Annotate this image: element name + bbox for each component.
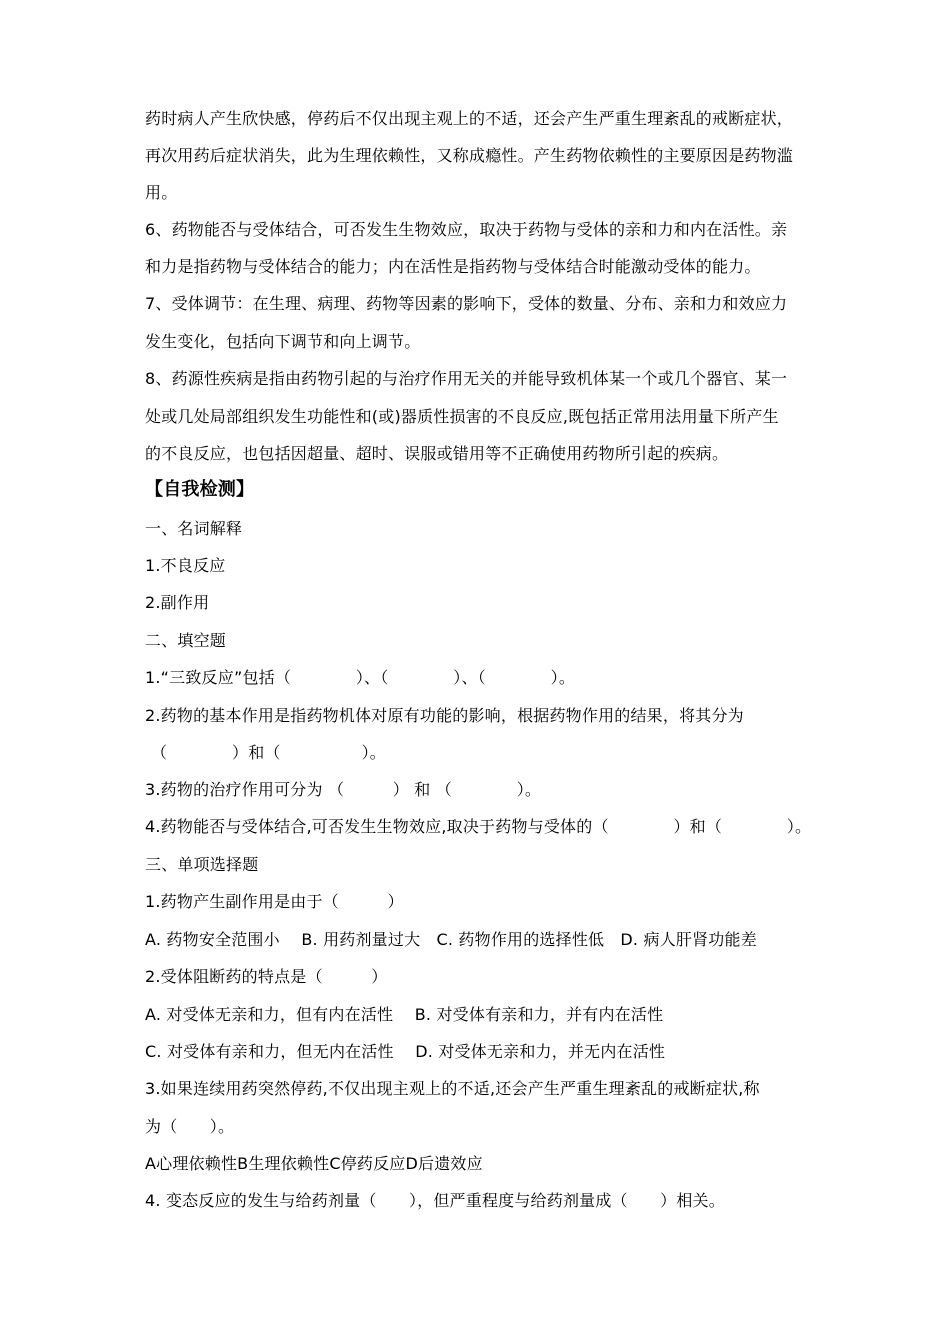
answer-options: A心理依赖性B生理依赖性C停药反应D后遗效应 — [145, 1154, 483, 1173]
question-item: 1.“三致反应”包括（ ）、（ ）、（ ）。 — [145, 668, 576, 687]
question-item: 1.不良反应 — [145, 556, 226, 575]
paragraph-line: 和力是指药物与受体结合的能力；内在活性是指药物与受体结合时能激动受体的能力。 — [145, 257, 761, 276]
paragraph-line: 8、药源性疾病是指由药物引起的与治疗作用无关的并能导致机体某一个或几个器官、某一 — [145, 369, 788, 388]
paragraph-line: 药时病人产生欣快感，停药后不仅出现主观上的不适，还会产生严重生理紊乱的戒断症状， — [145, 109, 794, 128]
paragraph-line: 再次用药后症状消失，此为生理依赖性，又称成瘾性。产生药物依赖性的主要原因是药物滥 — [145, 146, 794, 165]
section-title: 一、名词解释 — [145, 519, 243, 538]
paragraph-line: 的不良反应，也包括因超量、超时、误服或错用等不正确使用药物所引起的疾病。 — [145, 444, 729, 463]
question-item: 2.药物的基本作用是指药物机体对原有功能的影响，根据药物作用的结果，将其分为 — [145, 706, 744, 725]
answer-options: C. 对受体有亲和力，但无内在活性 D. 对受体无亲和力，并无内在活性 — [145, 1042, 666, 1061]
paragraph-line: 6、药物能否与受体结合，可否发生生物效应，取决于药物与受体的亲和力和内在活性。亲 — [145, 220, 788, 239]
question-item: 2.受体阻断药的特点是（ ） — [145, 967, 388, 986]
paragraph-line: 发生变化，包括向下调节和向上调节。 — [145, 332, 421, 351]
question-item: 2.副作用 — [145, 593, 210, 612]
question-item: 3.如果连续用药突然停药,不仅出现主观上的不适,还会产生严重生理紊乱的戒断症状,称 — [145, 1079, 760, 1098]
question-item: 4. 变态反应的发生与给药剂量（ ），但严重程度与给药剂量成（ ）相关。 — [145, 1191, 725, 1210]
paragraph-line: 7、受体调节：在生理、病理、药物等因素的影响下，受体的数量、分布、亲和力和效应力 — [145, 294, 788, 313]
answer-options: A. 对受体无亲和力，但有内在活性 B. 对受体有亲和力，并有内在活性 — [145, 1005, 664, 1024]
answer-options: A. 药物安全范围小 B. 用药剂量过大 C. 药物作用的选择性低 D. 病人肝肾功能差 — [145, 930, 757, 949]
question-item: （ ）和（ ）。 — [151, 743, 387, 762]
question-item: 3.药物的治疗作用可分为 （ ） 和 （ ）。 — [145, 780, 542, 799]
paragraph-line: 用。 — [145, 183, 178, 202]
question-item: 为（ ）。 — [145, 1117, 235, 1136]
section-title: 三、单项选择题 — [145, 855, 259, 874]
section-heading: 【自我检测】 — [145, 479, 255, 500]
question-item: 4.药物能否与受体结合,可否发生生物效应,取决于药物与受体的（ ）和（ ）。 — [145, 817, 812, 836]
section-title: 二、填空题 — [145, 631, 227, 650]
question-item: 1.药物产生副作用是由于（ ） — [145, 892, 404, 911]
paragraph-line: 处或几处局部组织发生功能性和(或)器质性损害的不良反应,既包括正常用法用量下所产生 — [145, 407, 779, 426]
